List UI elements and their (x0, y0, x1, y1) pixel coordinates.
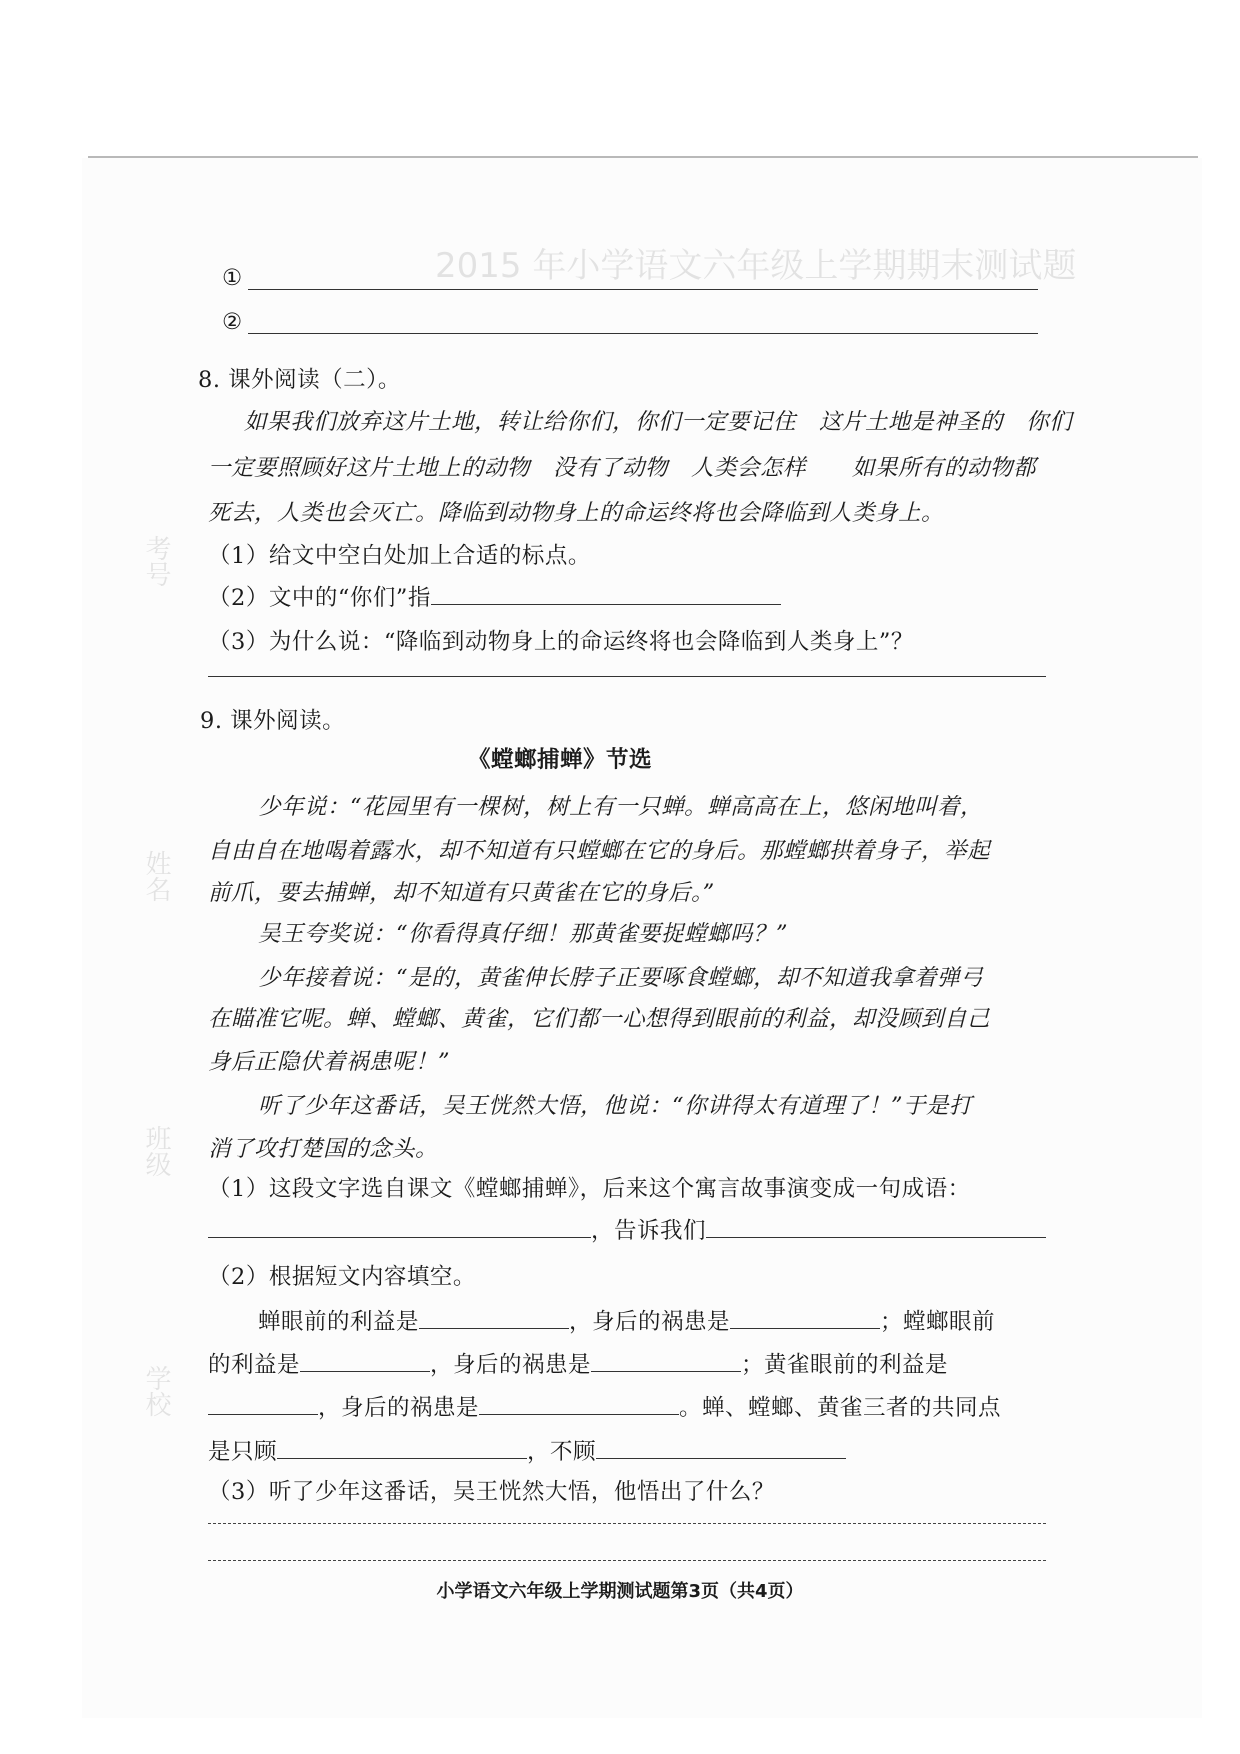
q9-fill-line-2 (208, 1349, 948, 1381)
q9-fill-text-c1: ，身后的祸患是 (318, 1395, 480, 1421)
q9-fill-text-d2: ，不顾 (527, 1439, 597, 1465)
q9-passage-line-2: 自由自在地喝着露水，却不知道有只螳螂在它的身后。那螳螂拱着身子，举起 (208, 838, 991, 864)
q9-fill-blank-ignore[interactable] (596, 1436, 846, 1459)
q9-passage-line-1: 少年说：“花园里有一棵树，树上有一只蝉。蝉高高在上，悠闲地叫着， (258, 794, 984, 820)
q9-question-3: （3）听了少年这番话，吴王恍然大悟，他悟出了什么？ (208, 1479, 775, 1505)
q9-fill-blank-only-care[interactable] (277, 1436, 527, 1459)
q8-passage-line-1: 如果我们放弃这片土地，转让给你们，你们一定要记住 这片土地是神圣的 你们 (244, 409, 1073, 435)
page-top-edge (88, 156, 1198, 158)
q9-question-1: （1）这段文字选自课文《螳螂捕蝉》，后来这个寓言故事演变成一句成语： (208, 1176, 971, 1202)
q9-fill-text-a1: 蝉眼前的利益是 (258, 1309, 420, 1335)
q8-question-1: （1）给文中空白处加上合适的标点。 (208, 543, 591, 569)
q9-fill-text-b3: ；黄雀眼前的利益是 (741, 1352, 949, 1378)
q9-fill-text-b2: ，身后的祸患是 (430, 1352, 592, 1378)
q7-answer-1-marker: ① (222, 265, 243, 291)
q9-fill-text-c2: 。蝉、螳螂、黄雀三者的共同点 (679, 1395, 1002, 1421)
q9-fill-blank-cicada-danger[interactable] (730, 1306, 880, 1329)
bleed-through-side-label-3: 班级 (141, 1125, 171, 1177)
q9-fill-line-4 (208, 1436, 846, 1468)
bleed-through-title: 2015 年小学语文六年级上学期期末测试题 (435, 246, 1077, 286)
bleed-through-side-label-2: 姓名 (141, 850, 171, 902)
q9-question-1-continued (208, 1215, 1046, 1247)
q9-passage-title: 《螳螂捕蝉》节选 (468, 747, 653, 773)
q9-fill-line-3 (208, 1392, 1001, 1424)
q7-answer-2-marker: ② (222, 309, 243, 335)
q9-question-3-answer-line-1[interactable] (208, 1523, 1046, 1524)
q8-passage-line-3: 死去，人类也会灭亡。降临到动物身上的命运终将也会降临到人类身上。 (208, 500, 945, 526)
q9-question-1-tail: ，告诉我们 (591, 1218, 707, 1244)
q9-fill-blank-oriole-benefit[interactable] (208, 1392, 318, 1415)
q9-passage-line-3: 前爪，要去捕蝉，却不知道有只黄雀在它的身后。” (208, 880, 715, 906)
q9-passage-line-9: 消了攻打楚国的念头。 (208, 1136, 439, 1162)
q9-question-2: （2）根据短文内容填空。 (208, 1264, 476, 1290)
page-footer: 小学语文六年级上学期测试题第3页（共4页） (436, 1581, 804, 1602)
q8-question-2 (208, 582, 781, 614)
q9-lesson-blank[interactable] (706, 1215, 1046, 1238)
bleed-through-side-label-1: 考号 (141, 535, 171, 587)
q8-question-2-blank[interactable] (431, 582, 781, 605)
q9-fill-blank-mantis-danger[interactable] (591, 1349, 741, 1372)
q9-passage-line-6: 在瞄准它呢。蝉、螳螂、黄雀，它们都一心想得到眼前的利益，却没顾到自己 (208, 1006, 991, 1032)
q9-fill-blank-oriole-danger[interactable] (479, 1392, 679, 1415)
q8-question-3-answer-line[interactable] (208, 676, 1046, 677)
q9-fill-blank-mantis-benefit[interactable] (300, 1349, 430, 1372)
q9-fill-text-d1: 是只顾 (208, 1439, 278, 1465)
q7-answer-2-line[interactable] (248, 333, 1038, 334)
q9-passage-line-7: 身后正隐伏着祸患呢！” (208, 1049, 451, 1075)
q8-question-2-text: （2）文中的“你们”指 (208, 585, 431, 611)
q7-answer-1-line[interactable] (248, 289, 1038, 290)
q9-passage-line-4: 吴王夸奖说：“你看得真仔细！那黄雀要捉螳螂吗？” (258, 921, 789, 947)
q8-heading: 8. 课外阅读（二）。 (198, 367, 401, 393)
q9-fill-line-1 (258, 1306, 995, 1338)
q9-question-3-answer-line-2[interactable] (208, 1560, 1046, 1561)
q9-passage-line-8: 听了少年这番话，吴王恍然大悟，他说：“你讲得太有道理了！”于是打 (258, 1093, 973, 1119)
q9-fill-blank-cicada-benefit[interactable] (419, 1306, 569, 1329)
q9-fill-text-a3: ；螳螂眼前 (880, 1309, 996, 1335)
q9-idiom-blank[interactable] (208, 1215, 591, 1238)
q9-passage-line-5: 少年接着说：“是的，黄雀伸长脖子正要啄食螳螂，却不知道我拿着弹弓 (258, 965, 984, 991)
q9-heading: 9. 课外阅读。 (200, 708, 346, 734)
q9-fill-text-a2: ，身后的祸患是 (569, 1309, 731, 1335)
q8-passage-line-2: 一定要照顾好这片土地上的动物 没有了动物 人类会怎样 如果所有的动物都 (208, 455, 1037, 481)
bleed-through-side-label-4: 学校 (141, 1365, 171, 1417)
q8-question-3: （3）为什么说：“降临到动物身上的命运终将也会降临到人类身上”？ (208, 629, 914, 655)
q9-fill-text-b1: 的利益是 (208, 1352, 301, 1378)
